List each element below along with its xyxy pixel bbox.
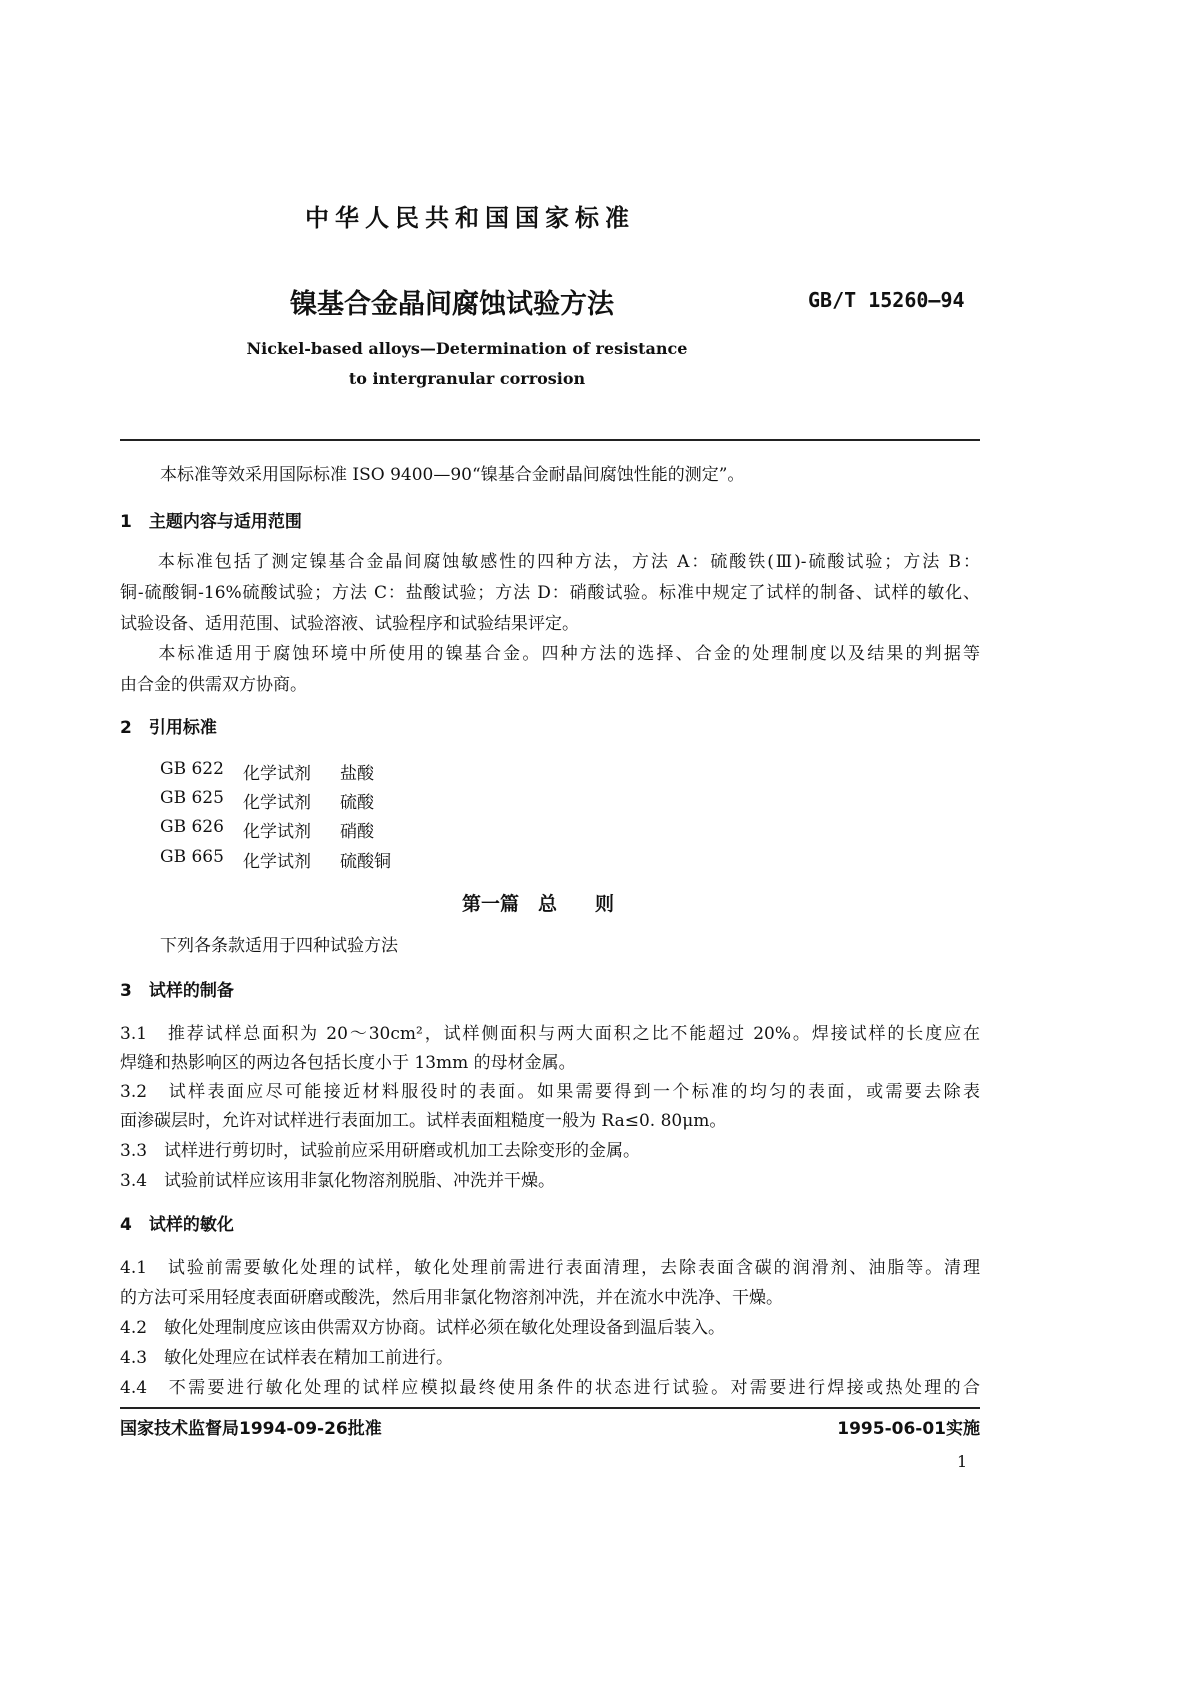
ref-name: 硝酸: [340, 822, 374, 842]
clause-3-1: 3.1 推荐试样总面积为 20～30cm²，试样侧面积与两大面积之比不能超过 20%。焊接试样的长度应在: [120, 1024, 980, 1044]
page-number: 1: [957, 1452, 968, 1471]
clause-4-2: 4.2 敏化处理制度应该由供需双方协商。试样必须在敏化处理设备到温后装入。: [120, 1318, 726, 1338]
document-title: 镍基合金晶间腐蚀试验方法: [290, 289, 614, 320]
ref-name: 硫酸: [340, 793, 374, 813]
effective-date: 1995-06-01实施: [837, 1419, 980, 1439]
ref-category: 化学试剂: [243, 764, 311, 784]
intro-text: 本标准等效采用国际标准 ISO 9400—90“镍基合金耐晶间腐蚀性能的测定”。: [160, 465, 745, 485]
clause-3-3: 3.3 试样进行剪切时，试验前应采用研磨或机加工去除变形的金属。: [120, 1141, 641, 1161]
section-2-heading: 2 引用标准: [120, 718, 217, 738]
english-title-1: Nickel-based alloys—Determination of resistance: [246, 339, 688, 358]
clause-3-4: 3.4 试验前试样应该用非氯化物溶剂脱脂、冲洗并干燥。: [120, 1171, 556, 1191]
paragraph-line: 本标准包括了测定镍基合金晶间腐蚀敏感性的四种方法，方法 A：硫酸铁(Ⅲ)-硫酸试验；方法 B：: [120, 552, 980, 572]
paragraph-line: 由合金的供需双方协商。: [120, 675, 307, 695]
ref-name: 盐酸: [340, 764, 374, 784]
ref-category: 化学试剂: [243, 852, 311, 872]
ref-category: 化学试剂: [243, 822, 311, 842]
section-1-heading: 1 主题内容与适用范围: [120, 512, 302, 532]
clause-4-1-cont: 的方法可采用轻度表面研磨或酸洗，然后用非氯化物溶剂冲洗，并在流水中洗净、干燥。: [120, 1288, 783, 1308]
ref-category: 化学试剂: [243, 793, 311, 813]
footer-rule: [120, 1407, 980, 1409]
national-standard-label: 中华人民共和国国家标准: [305, 204, 635, 232]
ref-code: GB 625: [160, 788, 224, 808]
paragraph-line: 本标准适用于腐蚀环境中所使用的镍基合金。四种方法的选择、合金的处理制度以及结果的判据等: [120, 644, 980, 664]
part-note: 下列各条款适用于四种试验方法: [160, 936, 398, 956]
english-title-2: to intergranular corrosion: [348, 369, 586, 388]
part-heading: 第一篇 总 则: [462, 893, 615, 915]
clause-4-3: 4.3 敏化处理应在试样表在精加工前进行。: [120, 1348, 454, 1368]
ref-code: GB 622: [160, 759, 224, 779]
standard-code: GB/T 15260—94: [808, 288, 965, 312]
header-rule: [120, 439, 980, 441]
approval-date: 国家技术监督局1994-09-26批准: [120, 1419, 382, 1439]
ref-name: 硫酸铜: [340, 852, 391, 872]
clause-4-1: 4.1 试验前需要敏化处理的试样，敏化处理前需进行表面清理，去除表面含碳的润滑剂、油脂等。清理: [120, 1258, 980, 1278]
paragraph-line: 铜-硫酸铜-16%硫酸试验；方法 C：盐酸试验；方法 D：硝酸试验。标准中规定了试样的制备、试样的敏化、: [120, 583, 980, 603]
section-3-heading: 3 试样的制备: [120, 981, 234, 1001]
ref-code: GB 626: [160, 817, 224, 837]
clause-3-1-cont: 焊缝和热影响区的两边各包括长度小于 13mm 的母材金属。: [120, 1053, 576, 1073]
ref-code: GB 665: [160, 847, 224, 867]
clause-4-4: 4.4 不需要进行敏化处理的试样应模拟最终使用条件的状态进行试验。对需要进行焊接或热处理的合: [120, 1378, 980, 1398]
clause-3-2-cont: 面渗碳层时，允许对试样进行表面加工。试样表面粗糙度一般为 Ra≤0. 80μm。: [120, 1111, 727, 1131]
section-4-heading: 4 试样的敏化: [120, 1215, 234, 1235]
clause-3-2: 3.2 试样表面应尽可能接近材料服役时的表面。如果需要得到一个标准的均匀的表面，或需要去除表: [120, 1082, 980, 1102]
paragraph-line: 试验设备、适用范围、试验溶液、试验程序和试验结果评定。: [120, 614, 579, 634]
